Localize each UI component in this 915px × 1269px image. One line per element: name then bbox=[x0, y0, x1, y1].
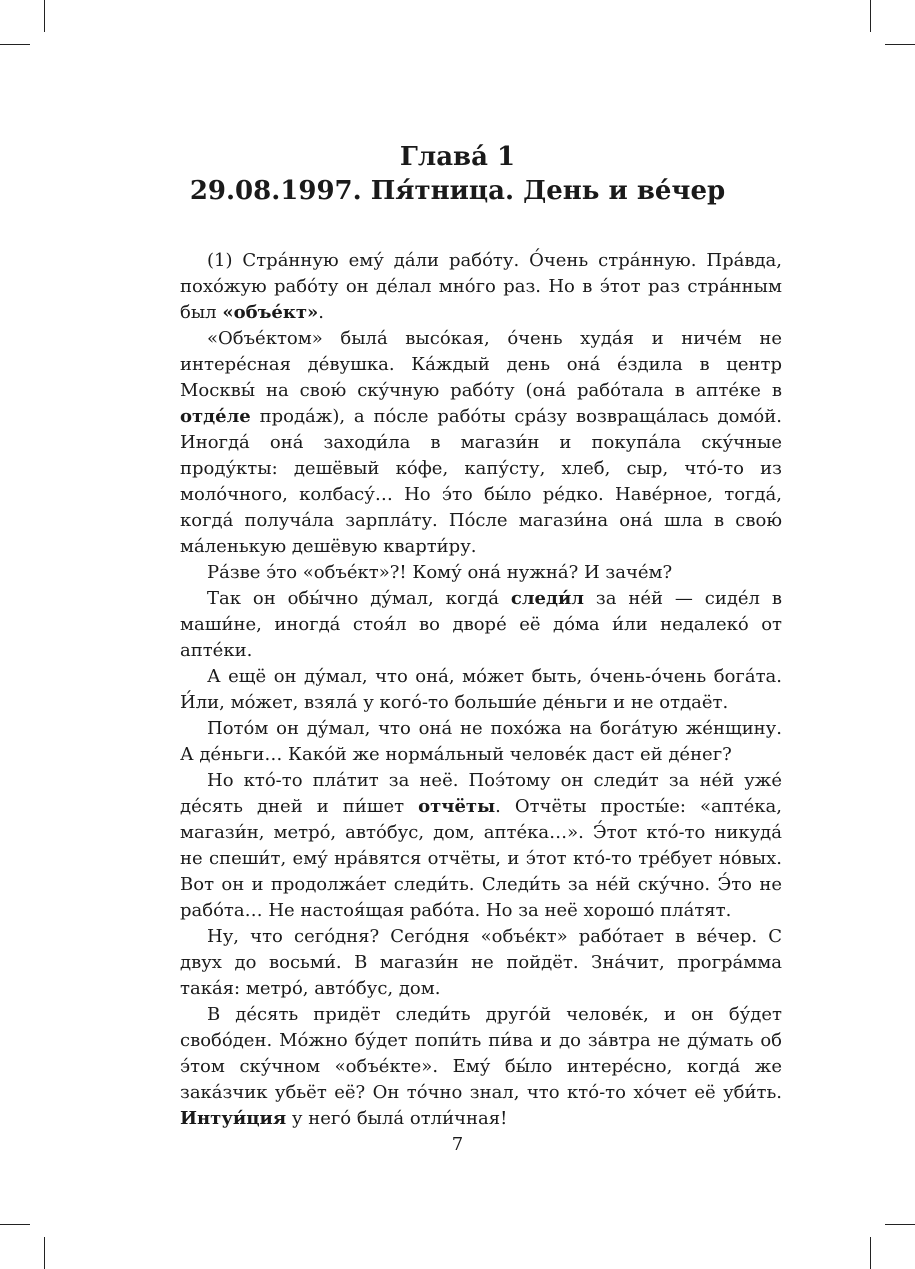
crop-mark-bottom-right-horizontal bbox=[885, 1224, 915, 1225]
text-run: Пото́м он ду́мал, что она́ не похо́жа на бога́тую же́нщину. А де́ньги… Како́й же норма́льный челове́к даст ей де́нег? bbox=[180, 718, 782, 765]
crop-mark-bottom-left-horizontal bbox=[0, 1224, 30, 1225]
bold-term-intuition: Интуи́ция bbox=[180, 1108, 287, 1129]
paragraph-9 bbox=[180, 1002, 782, 1132]
text-run: Ну, что сего́дня? Сего́дня «объе́кт» рабо́тает в ве́чер. С двух до восьми́. В магази́н не пойдёт. Зна́чит, програ́мма така́я: метро́, авто́бус, дом. bbox=[180, 926, 782, 999]
text-run: . bbox=[318, 302, 324, 323]
chapter-subtitle: 29.08.1997. Пя́тница. День и ве́чер bbox=[189, 176, 726, 206]
text-run: за не́й — сиде́л в маши́не, иногда́ стоя́л во дворе́ её до́ма и́ли недалеко́ от апте́ки. bbox=[180, 588, 782, 661]
text-run: Так он обы́чно ду́мал, когда́ bbox=[207, 588, 511, 609]
text-run: Но кто́-то пла́тит за неё. Поэ́тому он следи́т за не́й уже́ де́сять дней и пи́шет bbox=[180, 770, 782, 817]
paragraph-2 bbox=[180, 326, 782, 560]
text-run: В де́сять придёт следи́ть друго́й челове́к, и он бу́дет свобо́ден. Мо́жно бу́дет попи́ть пи́ва и до за́втра не ду́мать об э́том ску́чном «объе́кте». Ему́ бы́ло интере́сно, когда́ же зака́зчик убьёт её? Он то́чно знал, что кто́-то хо́чет её уби́ть. bbox=[180, 1004, 782, 1103]
paragraph-1 bbox=[180, 248, 782, 326]
paragraph-5 bbox=[180, 664, 782, 716]
paragraph-6 bbox=[180, 716, 782, 768]
chapter-body bbox=[180, 248, 782, 1132]
bold-term-reports: отчёты bbox=[418, 796, 496, 817]
text-run: у него́ была́ отли́чная! bbox=[286, 1108, 508, 1129]
page-number: 7 bbox=[451, 1134, 464, 1155]
text-run: прода́ж), а по́сле рабо́ты сра́зу возвраща́лась домо́й. Иногда́ она́ заходи́ла в магази́н и покупа́ла ску́чные проду́кты: дешёвый ко́фе, капу́сту, хлеб, сыр, что́-то из моло́чного, колбасу́… Но э́то бы́ло ре́дко. Наве́рное, тогда́, когда́ получа́ла зарпла́ту. По́сле магази́на она́ шла в свою́ ма́ленькую дешёвую кварти́ру. bbox=[180, 406, 782, 557]
crop-mark-top-left-horizontal bbox=[0, 44, 30, 45]
crop-mark-top-left-vertical bbox=[44, 0, 45, 32]
text-run: Ра́зве э́то «объе́кт»?! Кому́ она́ нужна́? И заче́м? bbox=[207, 562, 673, 583]
bold-term-department: отде́ле bbox=[180, 406, 251, 427]
text-run: (1) Стра́нную ему́ да́ли рабо́ту. О́чень стра́нную. Пра́вда, похо́жую рабо́ту он де́лал мно́го раз. Но в э́тот раз стра́нным был bbox=[180, 250, 782, 323]
crop-mark-top-right-vertical bbox=[870, 0, 871, 32]
paragraph-8 bbox=[180, 924, 782, 1002]
paragraph-4 bbox=[180, 586, 782, 664]
text-run: «Объе́ктом» была́ высо́кая, о́чень худа́я и ниче́м не интере́сная де́вушка. Ка́ждый день она́ е́здила в центр Москвы́ на свою́ ску́чную рабо́ту (она́ рабо́тала в апте́ке в bbox=[180, 328, 782, 401]
crop-mark-bottom-left-vertical bbox=[44, 1237, 45, 1269]
paragraph-3 bbox=[180, 560, 782, 586]
bold-term-followed: следи́л bbox=[510, 588, 585, 609]
text-run: А ещё он ду́мал, что она́, мо́жет быть, о́чень-о́чень бога́та. И́ли, мо́жет, взяла́ у кого́-то больши́е де́ньги и не отдаёт. bbox=[180, 666, 782, 713]
crop-mark-top-right-horizontal bbox=[885, 44, 915, 45]
bold-term-object: «объе́кт» bbox=[222, 302, 319, 323]
text-run: . Отчёты просты́е: «апте́ка, магази́н, метро́, авто́бус, дом, апте́ка…». Э́тот кто́-то никуда́ не спеши́т, ему́ нра́вятся отчёты, и э́тот кто́-то тре́бует но́вых. Вот он и продолжа́ет следи́ть. Следи́ть за не́й ску́чно. Э́то не рабо́та… Не настоя́щая рабо́та. Но за неё хорошо́ пла́тят. bbox=[180, 796, 782, 921]
paragraph-7 bbox=[180, 768, 782, 924]
crop-mark-bottom-right-vertical bbox=[870, 1237, 871, 1269]
chapter-title: Глава́ 1 bbox=[399, 142, 516, 172]
